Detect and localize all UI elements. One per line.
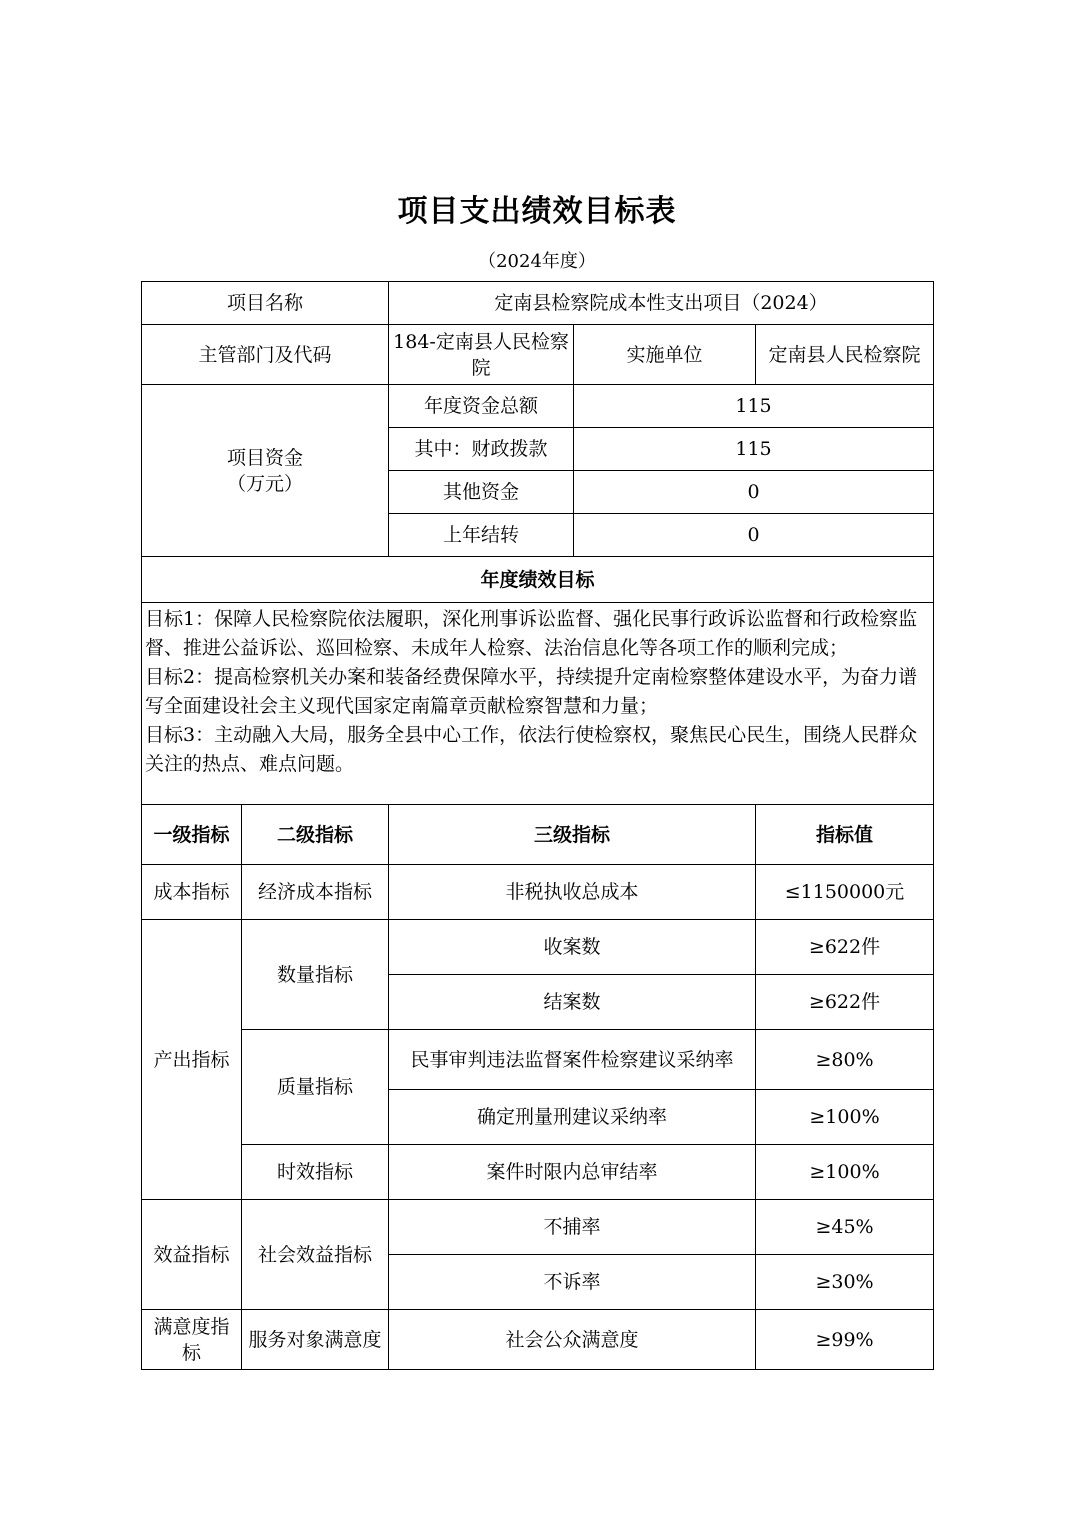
cost-value: ≤1150000元	[756, 865, 934, 920]
satisfaction-level1: 满意度指标	[142, 1310, 242, 1370]
funds-row-value: 115	[574, 428, 934, 471]
funds-row-label: 年度资金总额	[389, 385, 574, 428]
funds-row-label: 上年结转	[389, 514, 574, 557]
indicator-value: ≥45%	[756, 1200, 934, 1255]
page-subtitle: （2024年度）	[478, 251, 596, 272]
indicator-name: 民事审判违法监督案件检察建议采纳率	[389, 1030, 756, 1090]
indicator-value: ≥80%	[756, 1030, 934, 1090]
impl-value: 定南县人民检察院	[756, 325, 934, 385]
funds-row-value: 115	[574, 385, 934, 428]
funds-label	[142, 385, 389, 557]
benefit-level2: 社会效益指标	[242, 1200, 389, 1310]
header-level2: 二级指标	[242, 805, 389, 865]
satisfaction-row	[142, 1310, 934, 1370]
output-row	[142, 920, 934, 975]
indicator-name: 收案数	[389, 920, 756, 975]
satisfaction-value: ≥99%	[756, 1310, 934, 1370]
header-value: 指标值	[756, 805, 934, 865]
dept-row	[142, 325, 934, 385]
indicator-header-row	[142, 805, 934, 865]
indicator-value: ≥100%	[756, 1145, 934, 1200]
dept-value: 184-定南县人民检察院	[389, 325, 574, 385]
goal-item: 目标1：保障人民检察院依法履职，深化刑事诉讼监督、强化民事行政诉讼监督和行政检察监督、推进公益诉讼、巡回检察、未成年人检察、法治信息化等各项工作的顺利完成；	[145, 608, 918, 659]
satisfaction-level3: 社会公众满意度	[389, 1310, 756, 1370]
output-row	[142, 1030, 934, 1090]
performance-table	[141, 281, 934, 1370]
output-row	[142, 1145, 934, 1200]
funds-row-value: 0	[574, 514, 934, 557]
cost-level1: 成本指标	[142, 865, 242, 920]
quantity-level2: 数量指标	[242, 920, 389, 1030]
cost-level2: 经济成本指标	[242, 865, 389, 920]
impl-label: 实施单位	[574, 325, 756, 385]
goal-item: 目标2：提高检察机关办案和装备经费保障水平，持续提升定南检察整体建设水平，为奋力谱写全面建设社会主义现代国家定南篇章贡献检察智慧和力量；	[145, 666, 918, 717]
indicator-name: 案件时限内总审结率	[389, 1145, 756, 1200]
goals-text	[142, 603, 934, 805]
goals-row	[142, 603, 934, 805]
indicator-name: 确定刑量刑建议采纳率	[389, 1090, 756, 1145]
goals-heading-row	[142, 557, 934, 603]
indicator-name: 结案数	[389, 975, 756, 1030]
funds-row	[142, 385, 934, 428]
indicator-name: 不诉率	[389, 1255, 756, 1310]
funds-label-line2: （万元）	[227, 472, 304, 495]
project-name-label: 项目名称	[142, 282, 389, 325]
header-level1: 一级指标	[142, 805, 242, 865]
indicator-value: ≥622件	[756, 920, 934, 975]
goals-heading: 年度绩效目标	[142, 557, 934, 603]
satisfaction-level2: 服务对象满意度	[242, 1310, 389, 1370]
header-level3: 三级指标	[389, 805, 756, 865]
quality-level2: 质量指标	[242, 1030, 389, 1145]
cost-row	[142, 865, 934, 920]
funds-row-label: 其他资金	[389, 471, 574, 514]
page-title: 项目支出绩效目标表	[397, 194, 677, 229]
project-name-row	[142, 282, 934, 325]
project-name-value: 定南县检察院成本性支出项目（2024）	[389, 282, 934, 325]
indicator-value: ≥100%	[756, 1090, 934, 1145]
goal-item: 目标3：主动融入大局，服务全县中心工作，依法行使检察权，聚焦民心民生，围绕人民群众关注的热点、难点问题。	[145, 724, 918, 775]
indicator-name: 不捕率	[389, 1200, 756, 1255]
funds-row-label: 其中：财政拨款	[389, 428, 574, 471]
cost-level3: 非税执收总成本	[389, 865, 756, 920]
funds-row-value: 0	[574, 471, 934, 514]
output-level1: 产出指标	[142, 920, 242, 1200]
indicator-value: ≥622件	[756, 975, 934, 1030]
dept-label: 主管部门及代码	[142, 325, 389, 385]
funds-label-line1: 项目资金	[227, 446, 304, 469]
indicator-value: ≥30%	[756, 1255, 934, 1310]
timeliness-level2: 时效指标	[242, 1145, 389, 1200]
benefit-row	[142, 1200, 934, 1255]
benefit-level1: 效益指标	[142, 1200, 242, 1310]
